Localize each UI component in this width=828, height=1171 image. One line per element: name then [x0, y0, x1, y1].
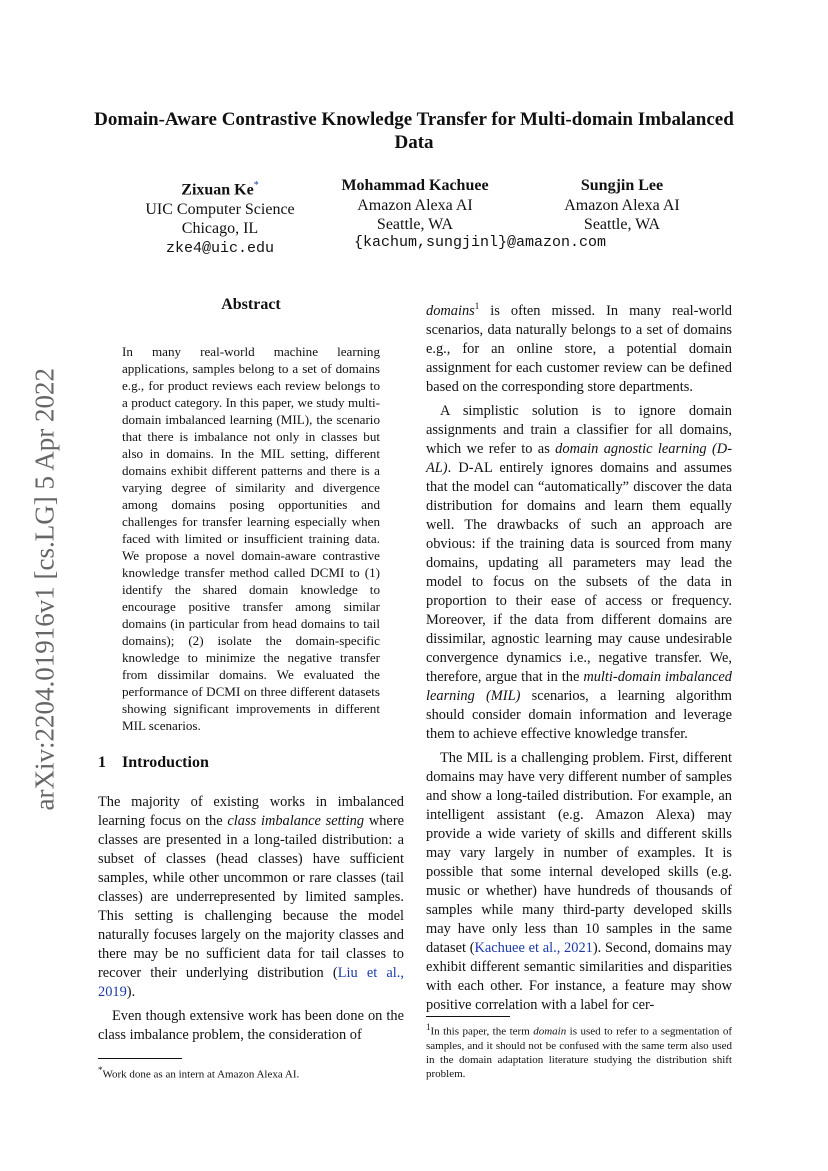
paragraph: Even though extensive work has been done on the class imbalance problem, the consideration of	[98, 1008, 404, 1043]
arxiv-identifier: arXiv:2204.01916v1 [cs.LG] 5 Apr 2022	[29, 368, 60, 811]
author-block-1	[110, 176, 330, 258]
text-run: In this paper, the term	[430, 1025, 534, 1038]
right-column	[426, 297, 732, 1015]
citation-link[interactable]: Liu et al., 2019	[98, 965, 404, 1000]
paragraph	[426, 749, 732, 1015]
author-affiliation: Amazon Alexa AI	[564, 196, 680, 214]
paragraph	[426, 297, 732, 397]
text-run: ).	[126, 984, 136, 1000]
left-column	[98, 793, 404, 1045]
footnote-mark[interactable]: 1	[474, 301, 480, 311]
emphasis: multi-domain imbalanced learning (MIL)	[426, 668, 732, 704]
footnote-rule	[98, 1058, 182, 1059]
author-email[interactable]: zke4@uic.edu	[165, 239, 275, 257]
author-affiliation: Amazon Alexa AI	[357, 196, 473, 214]
text-run: is used to refer to a segmentation of samples, and it should not be confused with the same term also used in the domain adaptation literature studying the distribution shift problem.	[426, 1025, 732, 1080]
abstract-heading: Abstract	[221, 296, 281, 313]
text-run: is often missed. In many real-world scenarios, data naturally belongs to a set of domains e.g., for an online store, a potential domain assignment for each customer review can be defined based on the corresponding store departments.	[426, 302, 732, 395]
footnote	[98, 1063, 404, 1082]
emphasis: domain agnostic learning (D-AL)	[426, 440, 732, 476]
paper-title: Domain-Aware Contrastive Knowledge Transfer for Multi-domain Imbalanced Data	[94, 109, 734, 153]
footnote-text: Work done as an intern at Amazon Alexa AI.	[102, 1068, 300, 1081]
author-location: Chicago, IL	[181, 220, 259, 238]
author-location: Seattle, WA	[583, 216, 661, 233]
author-block-2	[315, 176, 515, 235]
author-name: Zixuan Ke	[181, 181, 254, 199]
citation-link[interactable]: Kachuee et al., 2021	[474, 939, 593, 956]
text-run: where classes are presented in a long-tailed distribution: a subset of classes (head classes) have sufficient samples, while other uncommon or rare classes (tail classes) are underrepresented by limited samples. This setting is challenging because the model naturally focuses largely on the majority classes and there may be no sufficient data for tail classes to recover their underlying distribution (	[98, 813, 404, 981]
footnote-rule	[426, 1016, 510, 1017]
paragraph	[98, 793, 404, 1002]
section-number: 1	[98, 754, 106, 771]
emphasis: domains	[426, 302, 475, 319]
footnote	[426, 1020, 732, 1081]
author-affiliation: UIC Computer Science	[145, 200, 295, 218]
author-name: Sungjin Lee	[580, 177, 664, 194]
text-run: scenarios, a learning algorithm should consider domain information and leverage them to achieve effective knowledge transfer.	[426, 687, 732, 742]
footnote-mark: 1	[426, 1022, 431, 1032]
author-name: Mohammad Kachuee	[341, 177, 489, 194]
author-location: Seattle, WA	[376, 216, 454, 233]
emphasis: class imbalance setting	[227, 813, 365, 829]
text-run: A simplistic solution is to ignore domain assignments and train a classifier for all domains, which we refer to as	[426, 402, 732, 457]
text-run: . D-AL entirely ignores domains and assumes that the model can “automatically” discover the data distribution for domains and learn them equally well. The drawbacks of such an approach are obvious: if the training data is sourced from many domains, updating all parameters may lead the model to focus on the subsets of the data in proportion to their ease of access or frequency. Moreover, if the data from different domains are dissimilar, agnostic learning may cause undesirable convergence dynamics i.e., negative transfer. We, therefore, argue that in the	[426, 459, 732, 685]
paragraph	[426, 402, 732, 744]
emphasis: domain	[533, 1025, 567, 1038]
section-heading	[98, 754, 209, 772]
abstract-text: In many real-world machine learning applications, samples belong to a set of domains e.g., for product reviews each review belongs to a product category. In this paper, we study multi-domain imbalanced learning (MIL), the scenario that there is imbalance not only in classes but also in domains. In the MIL setting, different domains exhibit different patterns and there is a varying degree of similarity and divergence among domains posing opportunities and challenges for transfer learning especially when faced with limited or insufficient training data. We propose a novel domain-aware contrastive knowledge transfer method called DCMI to (1) identify the shared domain knowledge to encourage positive transfer among similar domains (in particular from head domains to tail domains); (2) isolate the domain-specific knowledge to minimize the negative transfer from dissimilar domains. We evaluated the performance of DCMI on three different datasets showing significant improvements in different MIL scenarios.	[122, 344, 380, 733]
shared-email[interactable]: {kachum,sungjinl}@amazon.com	[353, 234, 607, 251]
section-title: Introduction	[122, 754, 209, 771]
text-run: The MIL is a challenging problem. First, different domains may have very different number of samples and show a long-tailed distribution. For example, an intelligent assistant (e.g. Amazon Alexa) may provide a wide variety of skills and different skills may vary largely in number of examples. It is possible that some internal developed skills (e.g. music or whether) have hundreds of thousands of samples while many third-party developed skills may have only less than 10 samples in the same dataset (	[426, 749, 732, 956]
text-run: ). Second, domains may exhibit different semantic similarities and disparities with each other. For instance, a feature may show positive correlation with a label for cer-	[426, 939, 732, 1013]
footnote-mark: *	[253, 180, 259, 191]
text-run: The majority of existing works in imbalanced learning focus on the	[98, 794, 404, 829]
footnote-mark: *	[98, 1065, 103, 1075]
author-block-3	[522, 176, 722, 235]
